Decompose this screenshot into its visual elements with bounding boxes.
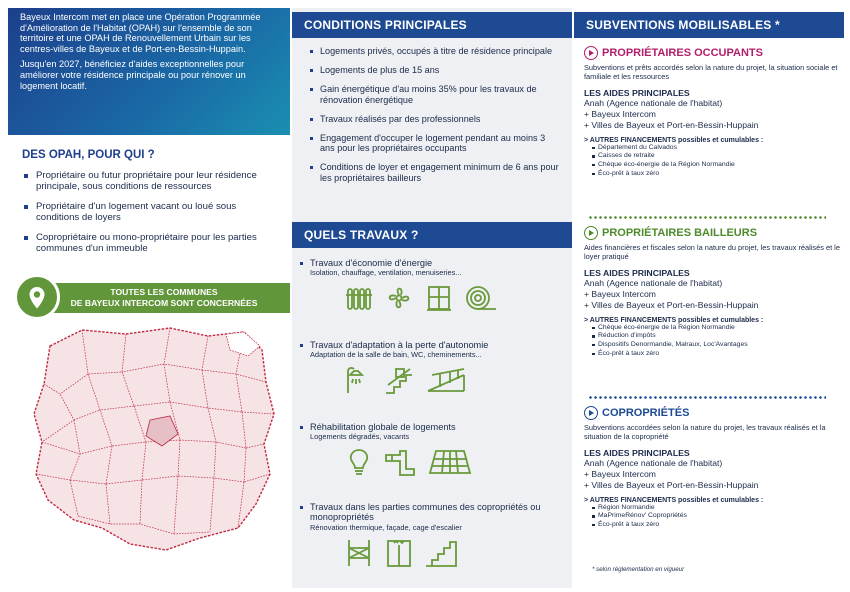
coproprietes-block xyxy=(584,406,842,530)
condition-item: Logements privés, occupés à titre de résidence principale xyxy=(320,46,562,56)
travaux-title: Travaux dans les parties communes des copropriétés ou monopropriétés xyxy=(310,502,565,523)
elevator-icon xyxy=(384,538,414,568)
condition-item: Logements de plus de 15 ans xyxy=(320,65,562,75)
intro-paragraph-1: Bayeux Intercom met en place une Opération Programmée d'Amélioration de l'Habitat (OPAH) sur l'ensemble de son territoire et une OPAH de Renouvellement Urbain sur les centres-villes de Bayeux et de Port-en-Bessin-Huppain. xyxy=(20,12,261,54)
travaux-rehabilitation xyxy=(310,422,565,477)
occupants-other-item: Caisses de retraite xyxy=(598,152,842,161)
coproprietes-main-title: LES AIDES PRINCIPALES xyxy=(584,448,690,459)
play-icon xyxy=(584,226,598,240)
travaux-icons xyxy=(344,283,565,313)
travaux-subtitle: Logements dégradés, vacants xyxy=(310,432,410,442)
condition-item: Conditions de loyer et engagement minimum de 6 ans pour les propriétaires bailleurs xyxy=(320,162,562,182)
lightbulb-icon xyxy=(344,447,374,477)
coproprietes-other-item: Région Normandie xyxy=(598,504,842,513)
bailleurs-main-line: + Bayeux Intercom xyxy=(584,289,656,300)
location-pin-icon xyxy=(14,274,60,320)
condition-item: Gain énergétique d'au moins 35% pour les travaux de rénovation énergétique xyxy=(320,84,562,104)
occupants-title xyxy=(584,46,842,60)
coproprietes-main-line: + Bayeux Intercom xyxy=(584,469,656,480)
fan-icon xyxy=(384,283,414,313)
coproprietes-title-text: COPROPRIÉTÉS xyxy=(602,407,690,419)
intro-paragraph-2: Jusqu'en 2027, bénéficiez d'aides exceptionnelles pour améliorer votre résidence principale ou pour rénover un logement locatif. xyxy=(20,59,246,91)
bailleurs-main-line: + Villes de Bayeux et Port-en-Bessin-Huppain xyxy=(584,300,759,310)
travaux-icons xyxy=(344,365,565,395)
occupants-desc: Subventions et prêts accordés selon la nature du projet, la situation sociale et familiale et les ressources xyxy=(584,63,838,82)
bailleurs-title-text: PROPRIÉTAIRES BAILLEURS xyxy=(602,227,758,239)
travaux-subtitle: Rénovation thermique, façade, cage d'escalier xyxy=(310,522,462,532)
travaux-parties-communes xyxy=(310,502,565,568)
occupants-other-item: Éco-prêt à taux zéro xyxy=(598,170,842,179)
scaffolding-icon xyxy=(344,538,374,568)
staircase-icon xyxy=(424,538,458,568)
occupants-other-item: Département du Calvados xyxy=(598,144,842,153)
coproprietes-main-line: + Villes de Bayeux et Port-en-Bessin-Huppain xyxy=(584,480,759,490)
intro-box xyxy=(8,8,290,135)
blue-dotted-divider xyxy=(588,396,826,399)
occupants-other-list xyxy=(598,144,842,178)
coproprietes-other-title: > AUTRES FINANCEMENTS possibles et cumulables : xyxy=(584,496,764,504)
who-list xyxy=(36,170,280,254)
coproprietes-main-line: Anah (Agence nationale de l'habitat) xyxy=(584,458,723,469)
stairlift-icon xyxy=(384,365,416,395)
conditions-heading: CONDITIONS PRINCIPALES xyxy=(292,12,572,38)
conditions-list xyxy=(320,46,562,183)
coproprietes-other-item: MaPrimeRénov' Copropriétés xyxy=(598,512,842,521)
bailleurs-other-item: Éco-prêt à taux zéro xyxy=(598,350,842,359)
ramp-icon xyxy=(426,365,466,395)
who-item: Propriétaire d'un logement vacant ou loué sous conditions de loyers xyxy=(36,201,280,224)
plumbing-icon xyxy=(384,447,418,477)
occupants-main-title: LES AIDES PRINCIPALES xyxy=(584,88,690,99)
travaux-title: Travaux d'économie d'énergie xyxy=(310,258,565,268)
bailleurs-other-item: Dispositifs Denormandie, Malraux, Loc'Avantages xyxy=(598,341,842,350)
coproprietes-title xyxy=(584,406,842,420)
bailleurs-main-title: LES AIDES PRINCIPALES xyxy=(584,268,690,279)
travaux-subtitle: Adaptation de la salle de bain, WC, cheminements... xyxy=(310,350,482,360)
occupants-block xyxy=(584,46,842,178)
who-item: Copropriétaire ou mono-propriétaire pour les parties communes d'un immeuble xyxy=(36,232,280,255)
travaux-title: Travaux d'adaptation à la perte d'autonomie xyxy=(310,340,565,350)
window-icon xyxy=(424,283,454,313)
coproprietes-other-item: Éco-prêt à taux zéro xyxy=(598,521,842,530)
travaux-heading: QUELS TRAVAUX ? xyxy=(292,222,572,248)
bailleurs-other-item: Réduction d'impôts xyxy=(598,332,842,341)
bailleurs-other-list xyxy=(598,324,842,358)
condition-item: Travaux réalisés par des professionnels xyxy=(320,114,562,124)
travaux-title: Réhabilitation globale de logements xyxy=(310,422,565,432)
roof-tiles-icon xyxy=(428,447,472,477)
coproprietes-other-list xyxy=(598,504,842,530)
bailleurs-block xyxy=(584,226,842,358)
bailleurs-desc: Aides financières et fiscales selon la nature du projet, les travaux réalisés et le loyer pratiqué xyxy=(584,243,840,262)
occupants-other-item: Chèque éco-énergie de la Région Normandie xyxy=(598,161,842,170)
middle-column xyxy=(292,8,572,588)
bailleurs-other-item: Chèque éco-énergie de la Région Normandie xyxy=(598,324,842,333)
travaux-autonomie xyxy=(310,340,565,395)
communes-bar xyxy=(38,283,290,313)
communes-banner xyxy=(8,274,290,312)
occupants-main-line: + Villes de Bayeux et Port-en-Bessin-Huppain xyxy=(584,120,759,130)
occupants-main-line: + Bayeux Intercom xyxy=(584,109,656,120)
right-column xyxy=(574,8,844,588)
footnote: * selon réglementation en vigueur xyxy=(592,566,685,573)
play-icon xyxy=(584,406,598,420)
travaux-icons xyxy=(344,447,565,477)
green-dotted-divider xyxy=(588,216,826,219)
occupants-other-title: > AUTRES FINANCEMENTS possibles et cumulables : xyxy=(584,136,764,144)
left-column xyxy=(8,8,290,588)
shower-icon xyxy=(344,365,374,395)
who-title: DES OPAH, POUR QUI ? xyxy=(22,149,155,161)
occupants-main-line: Anah (Agence nationale de l'habitat) xyxy=(584,98,723,109)
bailleurs-title xyxy=(584,226,842,240)
communes-line-2: DE BAYEUX INTERCOM SONT CONCERNÉES xyxy=(70,298,258,308)
travaux-energie xyxy=(310,258,565,313)
travaux-icons xyxy=(344,538,565,568)
bailleurs-other-title: > AUTRES FINANCEMENTS possibles et cumulables : xyxy=(584,316,764,324)
who-item: Propriétaire ou futur propriétaire pour leur résidence principale, sous conditions de ressources xyxy=(36,170,280,193)
radiator-icon xyxy=(344,283,374,313)
insulation-roll-icon xyxy=(464,283,498,313)
condition-item: Engagement d'occuper le logement pendant au moins 3 ans pour les propriétaires occupants xyxy=(320,133,562,153)
occupants-title-text: PROPRIÉTAIRES OCCUPANTS xyxy=(602,47,763,59)
communes-line-1: TOUTES LES COMMUNES xyxy=(110,287,218,297)
bailleurs-main-line: Anah (Agence nationale de l'habitat) xyxy=(584,278,723,289)
travaux-subtitle: Isolation, chauffage, ventilation, menuiseries... xyxy=(310,268,462,278)
play-icon xyxy=(584,46,598,60)
territory-map xyxy=(30,324,280,556)
subventions-heading: SUBVENTIONS MOBILISABLES * xyxy=(574,12,844,38)
coproprietes-desc: Subventions accordées selon la nature du projet, les travaux réalisés et la situation de la copropriété xyxy=(584,423,826,442)
